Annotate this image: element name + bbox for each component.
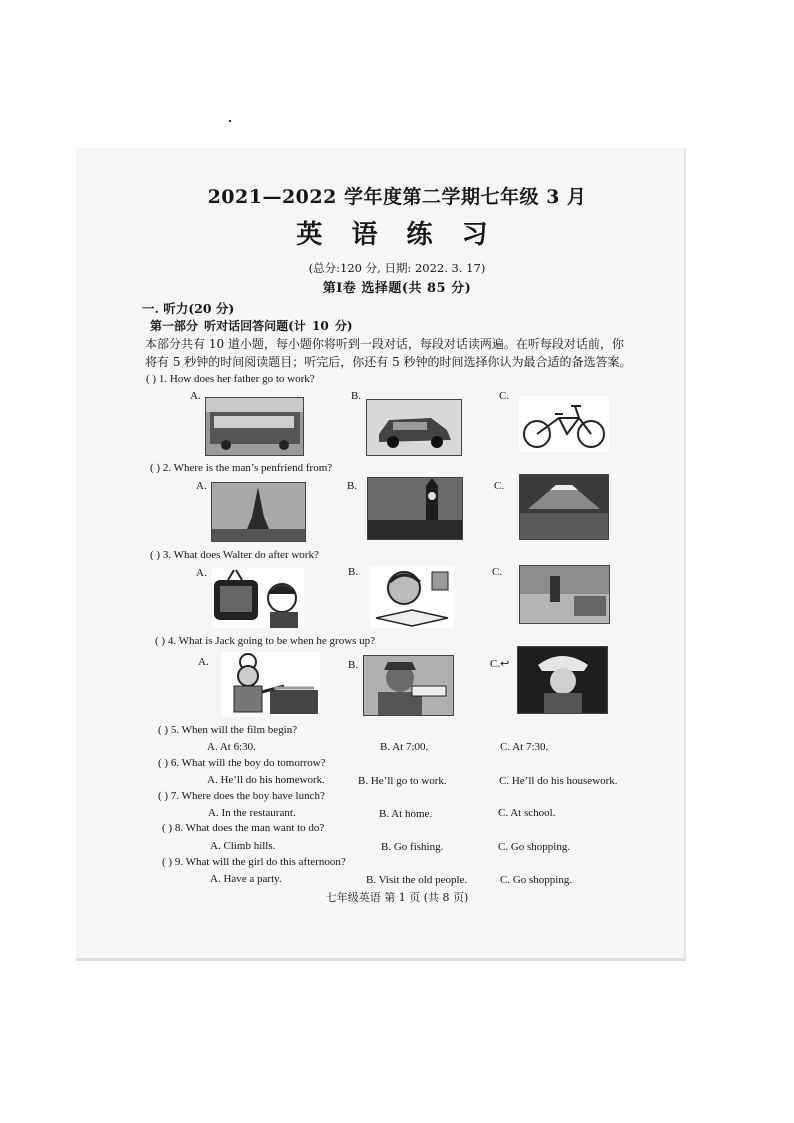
reading-picture[interactable] — [370, 566, 454, 628]
q5-option-c[interactable]: C. At 7:30. — [500, 741, 549, 753]
q3-option-a[interactable]: A. — [196, 567, 207, 579]
policeman-picture[interactable] — [517, 646, 608, 714]
q4-option-b[interactable]: B. — [348, 659, 359, 671]
q7-option-b[interactable]: B. At home. — [379, 808, 433, 820]
q4-option-a[interactable]: A. — [198, 656, 209, 668]
q1-option-b[interactable]: B. — [351, 390, 362, 402]
question-1: ( ) 1. How does her father go to work? — [146, 373, 315, 385]
scan-bottom-edge — [76, 958, 686, 961]
eiffel-tower-picture[interactable] — [211, 482, 306, 542]
page-footer: 七年级英语 第 1 页 (共 8 页) — [325, 891, 469, 904]
q8-option-c[interactable]: C. Go shopping. — [498, 841, 571, 853]
q7-option-c[interactable]: C. At school. — [498, 807, 556, 819]
q1-option-c[interactable]: C. — [499, 390, 510, 402]
scan-speck — [229, 120, 231, 122]
question-6: ( ) 6. What will the boy do tomorrow? — [158, 757, 326, 769]
instructions-line-2: 将有 5 秒钟的时间阅读题目；听完后，你还有 5 秒钟的时间选择你认为最合适的备选答案。 — [145, 355, 632, 369]
question-2: ( ) 2. Where is the man’s penfriend from? — [150, 462, 333, 474]
driver-picture[interactable] — [363, 655, 454, 716]
q6-option-b[interactable]: B. He’ll go to work. — [358, 775, 447, 787]
q3-option-b[interactable]: B. — [348, 566, 359, 578]
q8-option-b[interactable]: B. Go fishing. — [381, 841, 444, 853]
q6-option-c[interactable]: C. He’ll do his housework. — [499, 775, 618, 787]
q2-option-a[interactable]: A. — [196, 480, 207, 492]
exam-subject: 英 语 练 习 — [296, 220, 498, 250]
question-9: ( ) 9. What will the girl do this afternoon? — [162, 856, 346, 868]
question-3: ( ) 3. What does Walter do after work? — [150, 549, 319, 561]
part-title: 第一部分 听对话回答问题(计 10 分) — [150, 319, 353, 333]
volume-heading: 第Ⅰ卷 选择题(共 85 分) — [322, 281, 472, 296]
q9-option-a[interactable]: A. Have a party. — [210, 873, 282, 885]
question-7: ( ) 7. Where does the boy have lunch? — [158, 790, 325, 802]
q1-option-a[interactable]: A. — [190, 390, 201, 402]
q5-option-a[interactable]: A. At 6:30. — [207, 741, 256, 753]
q8-option-a[interactable]: A. Climb hills. — [210, 840, 276, 852]
shopping-picture[interactable] — [519, 565, 610, 624]
question-4: ( ) 4. What is Jack going to be when he grows up? — [155, 635, 376, 647]
q9-option-b[interactable]: B. Visit the old people. — [366, 874, 468, 886]
question-8: ( ) 8. What does the man want to do? — [162, 822, 325, 834]
q4-option-c[interactable]: C.↩ — [490, 658, 510, 670]
q3-option-c[interactable]: C. — [492, 566, 503, 578]
mount-fuji-picture[interactable] — [519, 474, 609, 540]
bus-picture[interactable] — [205, 397, 304, 456]
section-title: 一. 听力(20 分) — [142, 301, 235, 316]
q6-option-a[interactable]: A. He’ll do his homework. — [207, 774, 325, 786]
instructions-line-1: 本部分共有 10 道小题，每小题你将听到一段对话，每段对话读两遍。在听每段对话前，你 — [145, 337, 624, 351]
q9-option-c[interactable]: C. Go shopping. — [500, 874, 573, 886]
watching-tv-picture[interactable] — [212, 568, 304, 628]
exam-info: (总分:120 分, 日期: 2022. 3. 17) — [308, 261, 486, 275]
bicycle-picture[interactable] — [519, 396, 609, 452]
q5-option-b[interactable]: B. At 7:00. — [380, 741, 429, 753]
q7-option-a[interactable]: A. In the restaurant. — [208, 807, 296, 819]
car-picture[interactable] — [366, 399, 462, 456]
cook-picture[interactable] — [222, 652, 320, 717]
exam-title: 2021—2022 学年度第二学期七年级 3 月 — [207, 186, 587, 208]
big-ben-picture[interactable] — [367, 477, 463, 540]
q2-option-c[interactable]: C. — [494, 480, 505, 492]
question-5: ( ) 5. When will the film begin? — [158, 724, 298, 736]
q2-option-b[interactable]: B. — [347, 480, 358, 492]
